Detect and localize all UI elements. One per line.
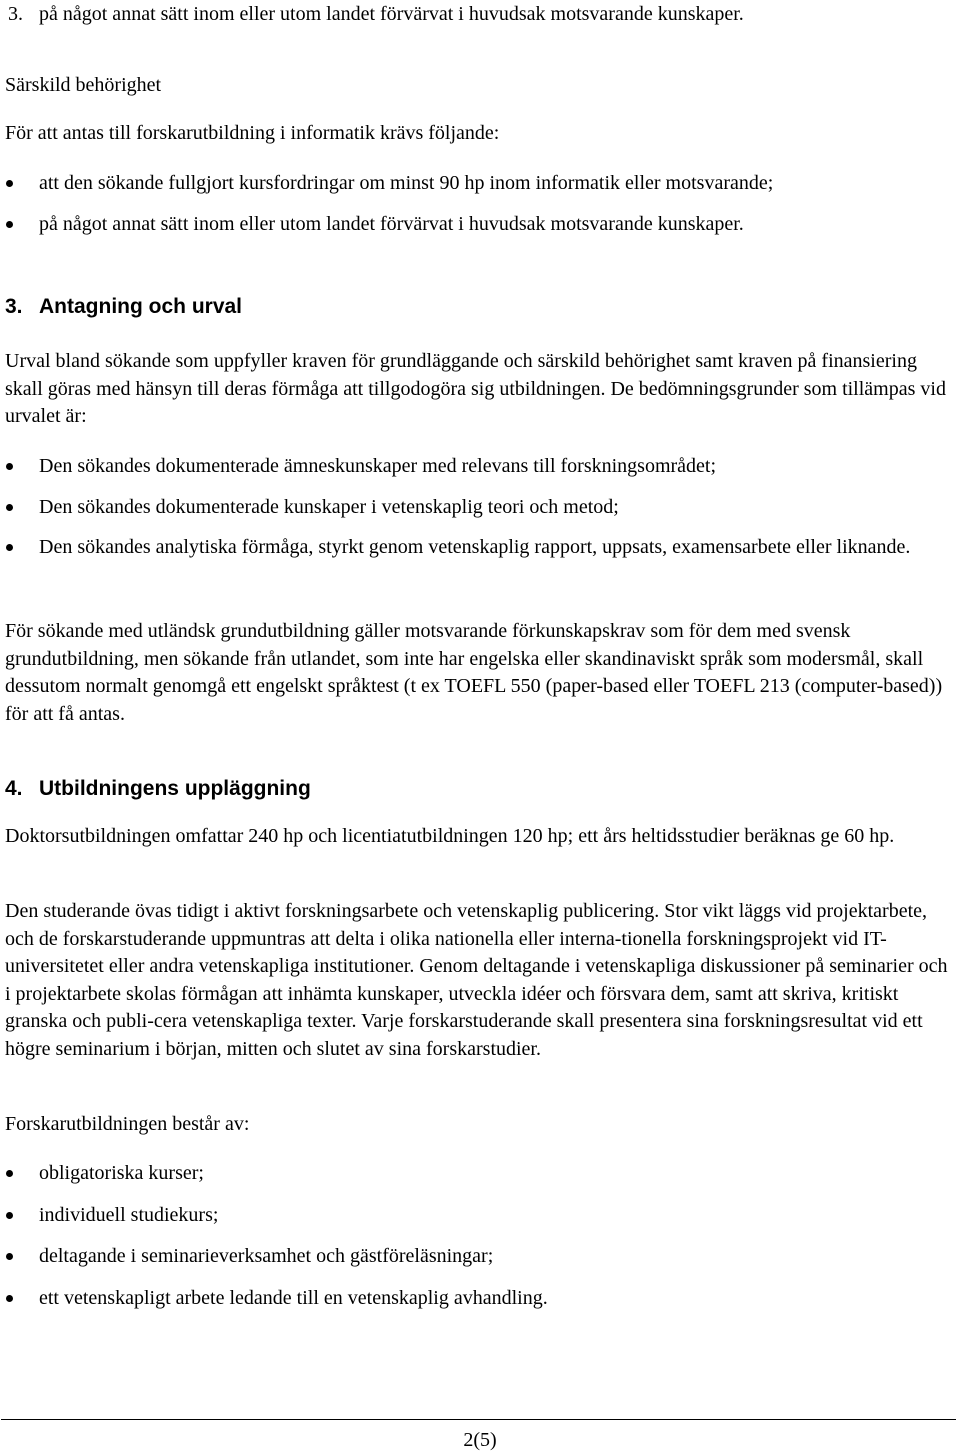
- research-training-paragraph: Den studerande övas tidigt i aktivt forskningsarbete och vetenskaplig publicering. Stor vikt läggs vid projektarbete, och de forskarstuderande uppmuntras att delta i olika nationella eller interna-tionella forskningsprojekt vid IT-universitetet eller andra vetenskapliga institutioner. Genom deltagande i vetenskapliga diskussioner på seminarier och i projektarbete skolas förmågan att inhämta kunskaper, utveckla idéer och försvara dem, samt att skriva, kritiskt granska och publi-cera vetenskapliga texter. Varje forskarstuderande skall presentera sina forskningsresultat vid ett högre seminarium i början, mitten och slutet av sina forskarstudier.: [5, 900, 948, 1060]
- list-item: på något annat sätt inom eller utom landet förvärvat i huvudsak motsvarande kunskaper.: [0, 211, 955, 239]
- list-item: ett vetenskapligt arbete ledande till en vetenskaplig avhandling.: [0, 1285, 955, 1313]
- numbered-item: [8, 1, 744, 29]
- list-item: obligatoriska kurser;: [0, 1160, 955, 1188]
- list-item: deltagande i seminarieverksamhet och gästföreläsningar;: [0, 1243, 955, 1271]
- admission-paragraph: Urval bland sökande som uppfyller kraven för grundläggande och särskild behörighet samt kraven på finansiering skall göras med hänsyn till deras förmåga att tillgodogöra sig utbildningen. De bedömningsgrunder som tillämpas vid urvalet är:: [5, 350, 946, 427]
- list-item: Den sökandes dokumenterade ämneskunskaper med relevans till forskningsområdet;: [0, 453, 955, 481]
- credits-paragraph: Doktorsutbildningen omfattar 240 hp och licentiatutbildningen 120 hp; ett års heltidsstudier beräknas ge 60 hp.: [5, 825, 895, 847]
- eligibility-list: [0, 170, 955, 238]
- list-intro: Forskarutbildningen består av:: [5, 1113, 250, 1135]
- footer-divider: [1, 1419, 956, 1420]
- section-title: Utbildningens uppläggning: [39, 777, 311, 800]
- programme-components-list: [0, 1160, 955, 1312]
- section-number: 3.: [5, 295, 23, 318]
- list-item: individuell studiekurs;: [0, 1202, 955, 1230]
- selection-criteria-list: [0, 453, 955, 562]
- section-heading-structure: [5, 775, 311, 802]
- section-number: 4.: [5, 777, 23, 800]
- foreign-applicants-paragraph: För sökande med utländsk grundutbildning gäller motsvarande förkunskapskrav som för dem med svensk grundutbildning, men sökande från utlandet, som inte har engelska eller skandinaviskt språk som modersmål, skall dessutom normalt genomgå ett engelskt språktest (t ex TOEFL 550 (paper-based eller TOEFL 213 (computer-based)) för att få antas.: [5, 620, 943, 725]
- list-item: att den sökande fullgjort kursfordringar om minst 90 hp inom informatik eller motsvarande;: [0, 170, 955, 198]
- item-number: 3.: [8, 3, 23, 25]
- special-eligibility-intro: För att antas till forskarutbildning i informatik krävs följande:: [5, 122, 500, 144]
- item-text: på något annat sätt inom eller utom landet förvärvat i huvudsak motsvarande kunskaper.: [39, 3, 744, 25]
- list-item: Den sökandes analytiska förmåga, styrkt genom vetenskaplig rapport, uppsats, examensarbete eller liknande.: [0, 534, 955, 562]
- page-number: 2(5): [463, 1429, 497, 1451]
- subheading-special-eligibility: Särskild behörighet: [5, 74, 162, 96]
- list-item: Den sökandes dokumenterade kunskaper i vetenskaplig teori och metod;: [0, 494, 955, 522]
- section-title: Antagning och urval: [39, 295, 243, 318]
- section-heading-admission: [5, 293, 242, 320]
